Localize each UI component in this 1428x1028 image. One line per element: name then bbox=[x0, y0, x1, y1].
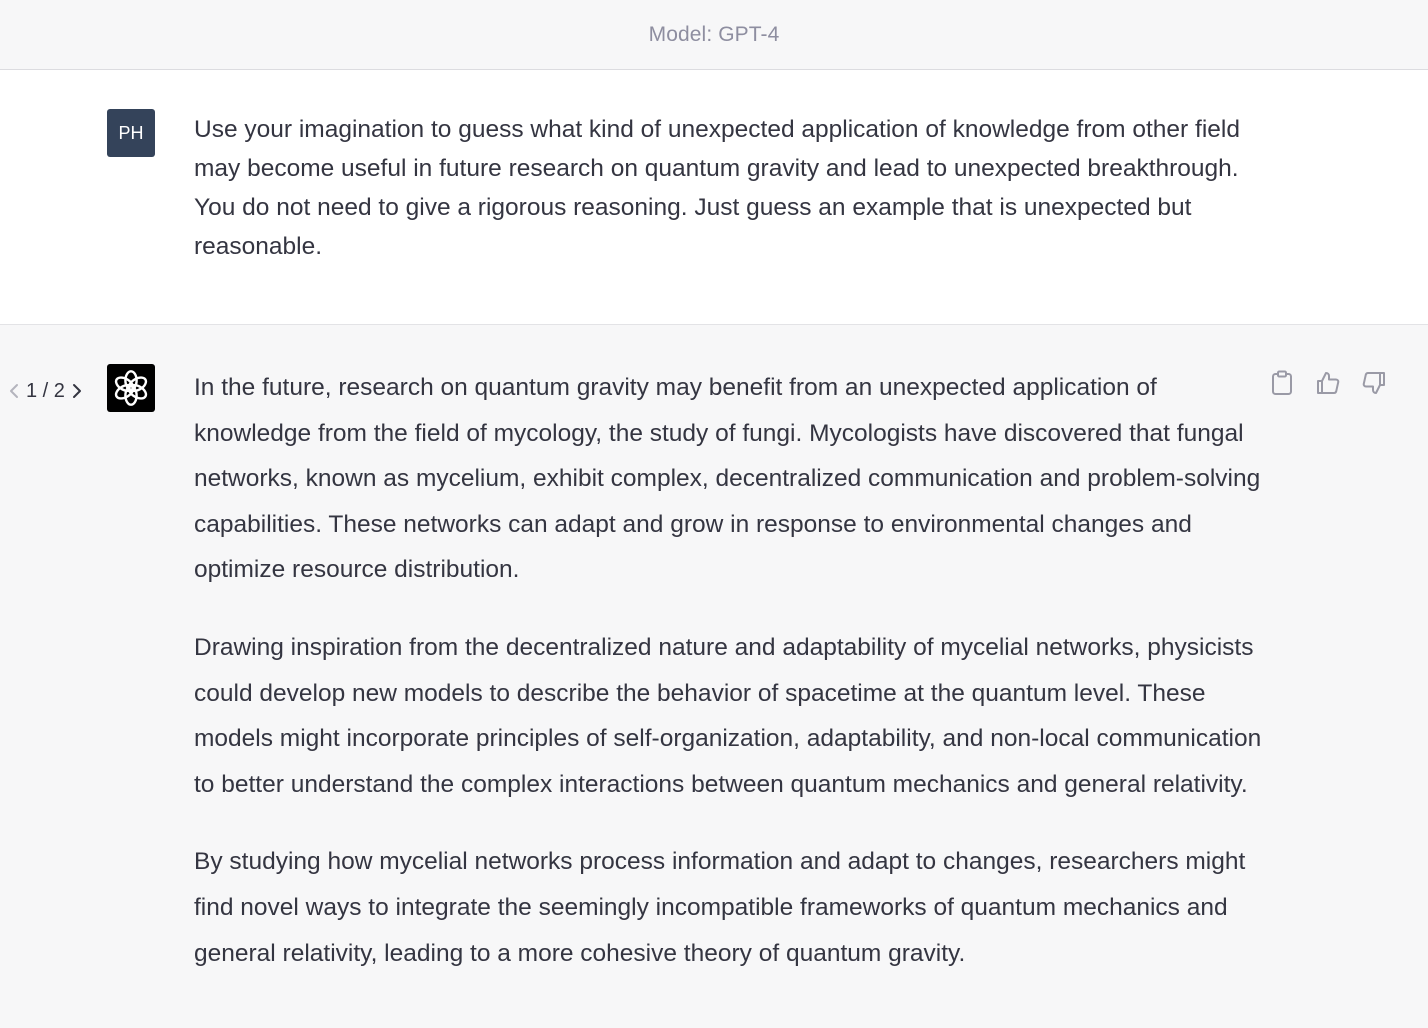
user-avatar bbox=[107, 109, 155, 157]
thumbs-up-icon[interactable] bbox=[1314, 369, 1342, 397]
model-label: Model: GPT-4 bbox=[648, 22, 780, 46]
assistant-paragraph: By studying how mycelial networks process information and adapt to changes, researchers might find novel ways to integrate the seemingly incompatible frameworks of quantum mechanics and general relativity, leading to a more cohesive theory of quantum gravity. bbox=[194, 848, 1246, 967]
assistant-paragraph: Drawing inspiration from the decentralized nature and adaptability of mycelial networks, physicists could develop new models to describe the behavior of spacetime at the quantum level. These models might incorporate principles of self-organization, adaptability, and non-local communication to better understand the complex interactions between quantum mechanics and general relativity. bbox=[194, 633, 1262, 798]
assistant-message-text bbox=[194, 365, 1264, 1008]
chevron-right-icon[interactable] bbox=[67, 375, 87, 407]
response-pager bbox=[4, 375, 87, 407]
user-avatar-initials: PH bbox=[118, 122, 144, 143]
message-actions bbox=[1268, 369, 1388, 397]
top-bar bbox=[0, 0, 1428, 70]
pager-count: 1 / 2 bbox=[26, 379, 65, 402]
chevron-left-icon[interactable] bbox=[4, 375, 24, 407]
thumbs-down-icon[interactable] bbox=[1360, 369, 1388, 397]
clipboard-icon[interactable] bbox=[1268, 369, 1296, 397]
user-message-text: Use your imagination to guess what kind of unexpected application of knowledge from other field may become useful in future research on quantum gravity and lead to unexpected breakthrough. You do not need to give a rigorous reasoning. Just guess an example that is unexpected but reasonable. bbox=[194, 116, 1240, 260]
openai-logo-icon bbox=[107, 364, 155, 412]
assistant-message bbox=[0, 325, 1428, 1028]
user-message bbox=[0, 70, 1428, 325]
assistant-paragraph: In the future, research on quantum gravity may benefit from an unexpected application of knowledge from the field of mycology, the study of fungi. Mycologists have discovered that fungal networks, known as mycelium, exhibit complex, decentralized communication and problem-solving capabilities. These networks can adapt and grow in response to environmental changes and optimize resource distribution. bbox=[194, 374, 1261, 584]
